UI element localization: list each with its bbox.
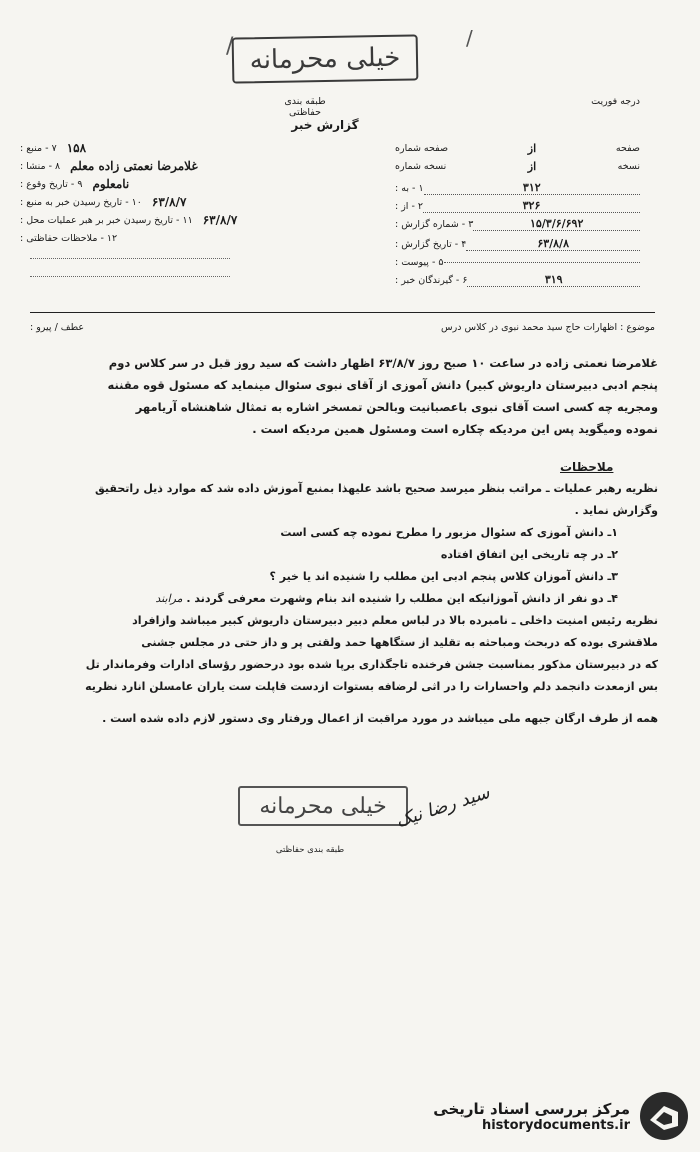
archive-logo-icon [638,1090,690,1142]
field-value: از [527,159,537,173]
notes-body [40,478,658,730]
notes-item: ۲ـ در چه تاریخی این اتفاق افتاده [440,548,618,561]
subject-row [30,322,655,333]
stamp-tick: / [466,26,473,50]
notes-line: وگزارش نماید . [574,504,658,517]
notes-line: بس ازمعدت دانجمد دلم واحسارات را در اثى لرضافه بستوات ازدست قاپلت ست یاران عامسلن انارد نظریه [85,680,658,693]
field-label: ۱۱ - تاریخ رسیدن خبر بر هبر عملیات محل : [20,214,193,226]
field-label: ۱ - به : [395,182,424,194]
body-line: پنجم ادبی دبیرستان داریوش کبیر) دانش آموزی از آقای نبوی سئوال مینماید که مسئول قوه مقننه [107,378,658,392]
field-label: ۴ - تاریخ گزارش : [395,238,467,250]
notes-line: نظریه رهبر عملیات ـ مراتب بنظر میرسد صحیح باشد علیهذا بمنبع آموزش داده شد که موارد ذیل راتحقیق [95,482,658,495]
notes-line: نظریه رئیس امنیت داخلی ـ نامبرده بالا در لباس معلم دبیر دبیرستان داریوش کبیر میباشد وازافراد [132,614,658,627]
field-label: ۶ - گیرندگان خبر : [395,274,468,286]
field-received-operations-date [20,212,266,228]
notes-line: ملاقشرى بوده که دربحث ومباحثه به تقلید از ستگاهها حمد ولقتى پر و داز حتى در مجلس جشنى [141,636,658,649]
field-value: از [527,141,537,155]
reference-label: عطف / پیرو : [30,322,85,333]
field-suffix: صفحه [615,142,640,154]
signature: سید رضا نیک [393,781,493,833]
field-value: ۳۱۹ [467,273,640,287]
body-line: غلامرضا نعمتی زاده در ساعت ۱۰ صبح روز ۶۳/۸/۷ اظهار داشت که سید روز قبل در سر کلاس دوم [108,356,658,370]
body-line: ومجریه چه کسی است آقای نبوی باعصبانیت وبالحن تمسخر اشاره به تمثال شاهنشاه آریامهر [135,400,658,414]
watermark [428,1090,690,1142]
field-value: نامعلوم [92,177,130,191]
field-label: ۳ - شماره گزارش : [395,218,474,230]
field-label: ۵ - پیوست : [395,256,444,268]
watermark-text [428,1100,638,1133]
field-value: ۶۳/۸/۸ [466,237,640,251]
section-divider [30,312,655,313]
notes-item [40,588,658,610]
notes-line: همه از طرف ارگان جبهه ملی میباشد در مورد مراقبت از اعمال ورفتار وى دستور لازم داده شده است . [102,712,658,725]
field-copy-number [395,158,640,174]
notes-item: ۳ـ دانش آموزان کلاس پنجم ادبی این مطلب را شنیده اند یا خیر ؟ [269,570,618,583]
field-report-number [395,216,640,232]
field-source [20,140,266,156]
field-security-notes [20,230,266,246]
notes-heading: ملاحظات [560,460,614,474]
field-attachment [395,254,640,270]
field-page-number [395,140,640,156]
urgency-label: درجه فوریت [591,96,640,107]
report-body [40,352,658,440]
field-value: ۶۳/۸/۷ [151,195,187,209]
notes-item-text: ۴ـ دو نفر از دانش آموزانیکه این مطلب را شنیده اند بنام وشهرت معرفی گردند . [186,592,618,605]
field-value: غلامرضا نعمتی زاده معلم [70,159,198,173]
field-value: ۳۱۲ [424,181,640,195]
classification-label: طبقه بندی حفاظتی [284,96,326,118]
field-received-source-date [20,194,266,210]
field-value: ۱۵/۳/۶/۶۹۲ [473,217,640,231]
field-label: ۱۰ - تاریخ رسیدن خبر به منبع : [20,196,142,208]
blank-line [30,276,230,277]
field-value: ۳۲۶ [423,199,640,213]
field-label: نسخه شماره [395,160,447,172]
bottom-classification-label: طبقه بندی حفاظتی [275,845,345,855]
field-label: ۸ - منشا : [20,160,61,172]
watermark-url: historydocuments.ir [481,1117,630,1133]
report-title: گزارش خبر [291,118,359,132]
body-line: نموده ومیگوید پس این مردیکه چکاره است ومسئول همین مردیکه است . [252,422,658,436]
watermark-title: مرکز بررسی اسناد تاریخی [433,1099,630,1118]
field-to [395,180,640,196]
field-value [444,262,640,263]
subject-label: موضوع : اظهارات حاج سید محمد نبوی در کلاس درس [441,322,655,333]
notes-item-handwritten: مرابند [155,592,183,605]
field-label: ۲ - از : [395,200,424,212]
field-recipients [395,272,640,288]
notes-item: ۱ـ دانش آموزی که سئوال مزبور را مطرح نموده چه کسی است [280,526,618,539]
blank-line [30,258,230,259]
field-report-date [395,236,640,252]
classification-stamp-top: خیلی محرمانه [232,34,419,83]
classification-stamp-bottom: خیلی محرمانه [238,786,408,826]
field-from [395,198,640,214]
field-value: ۶۳/۸/۷ [202,213,238,227]
field-label: صفحه شماره [395,142,449,154]
field-label: ۱۲ - ملاحظات حفاظتی : [20,232,118,244]
field-suffix: نسخه [617,160,640,172]
field-value: ۱۵۸ [66,141,87,155]
field-label: ۹ - تاریخ وقوع : [20,178,83,190]
field-origin [20,158,266,174]
field-occurrence-date [20,176,266,192]
notes-line: که در دبیرستان مذکور بمناسبت جشن فرخنده تاجگذاری برپا شده بود درحضور رؤسای ادارات وفرماندار تل [85,658,658,671]
stamp-slash: / [226,34,234,59]
field-label: ۷ - منبع : [20,142,57,154]
